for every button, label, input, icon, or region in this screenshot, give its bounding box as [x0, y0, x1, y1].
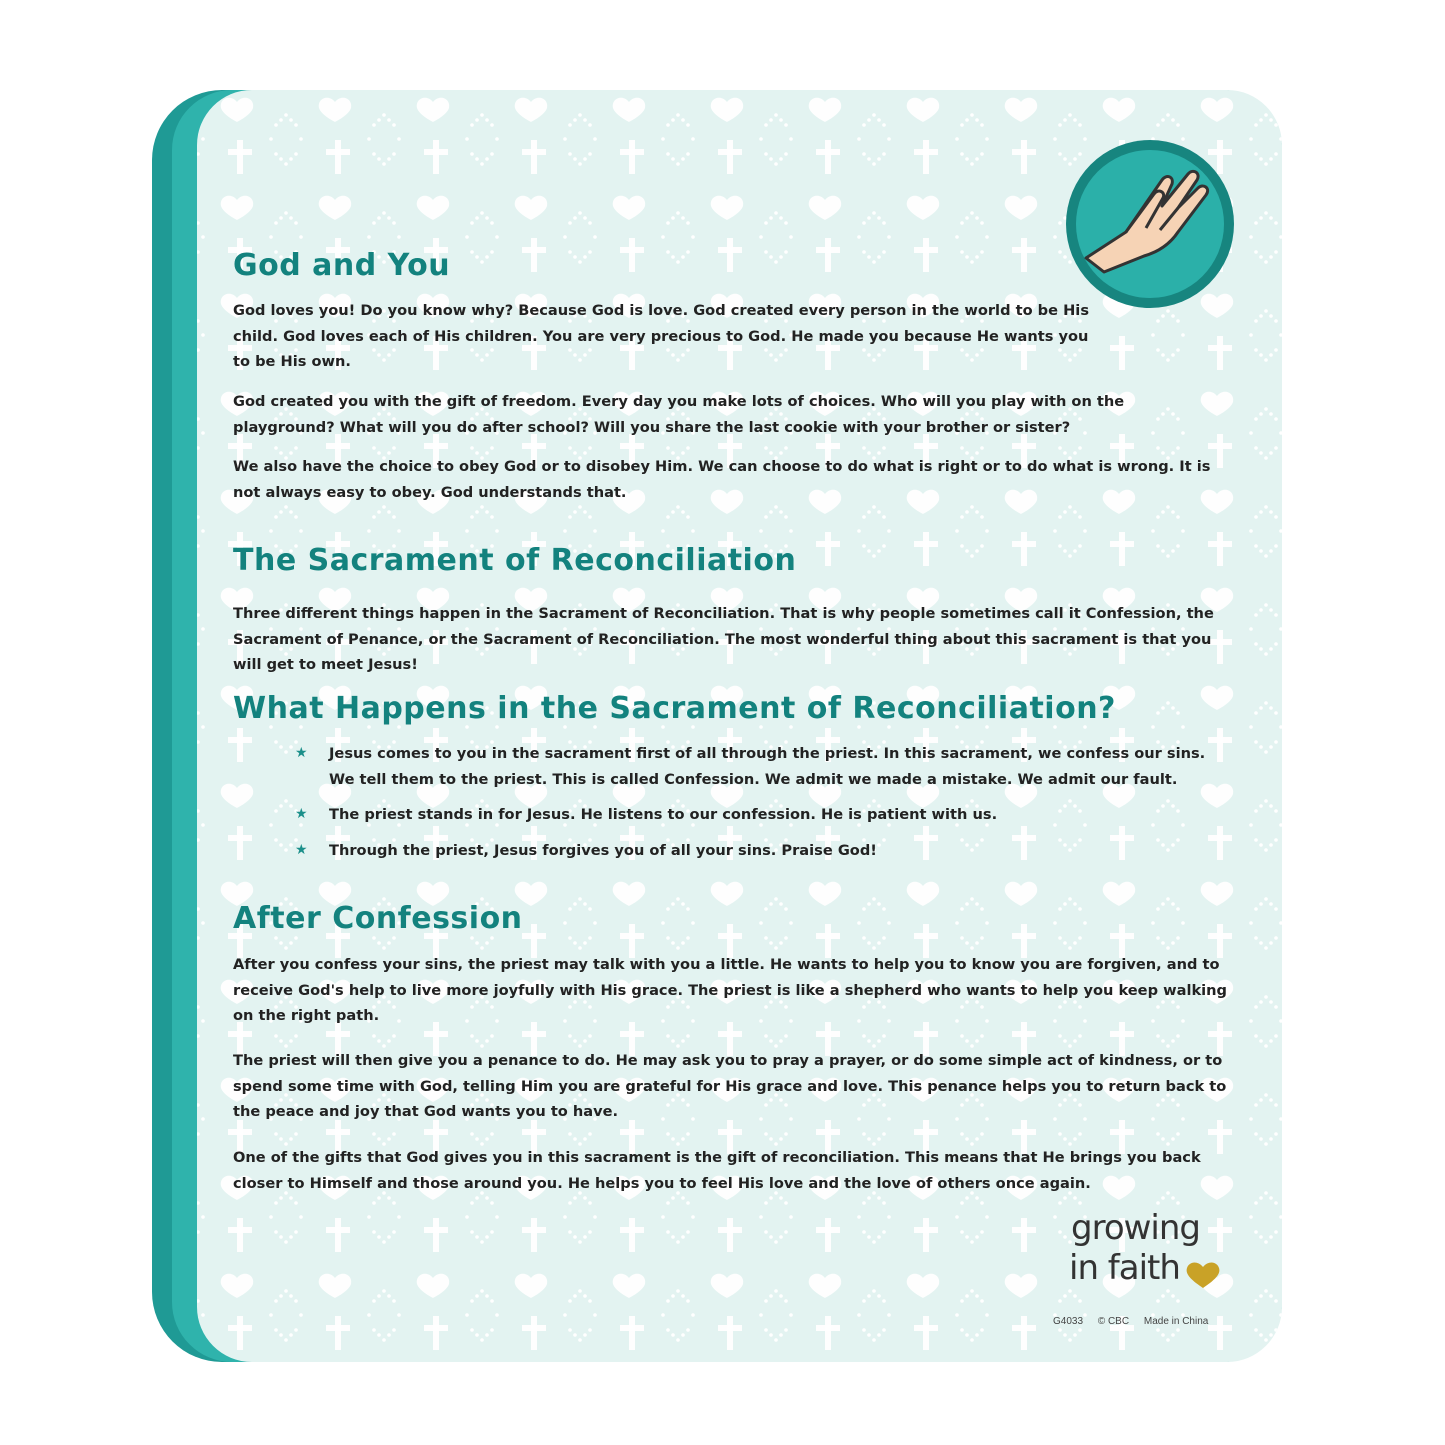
bullet-list	[295, 741, 1225, 873]
paragraph: God loves you! Do you know why? Because God is love. God created every person in the world to be His child. God loves each of His children. You are very precious to God. He made you because He wants you to be His own.	[233, 302, 1090, 370]
star-icon: ★	[295, 806, 308, 822]
growing-in-faith-logo	[1067, 1208, 1227, 1292]
list-item	[295, 802, 1225, 828]
heart-icon	[1185, 1260, 1221, 1290]
paragraph: Three different things happen in the Sacrament of Reconciliation. That is why people sometimes call it Confession, the Sacrament of Penance, or the Sacrament of Reconciliation. The most wonderful thing about this sacrament is that you will get to meet Jesus!	[233, 605, 1214, 673]
paragraph: God created you with the gift of freedom. Every day you make lots of choices. Who will you play with on the playground? What will you do after school? Will you share the last cookie with your brother or sister?	[233, 393, 1125, 436]
heading-after-confession: After Confession	[233, 901, 523, 936]
product-code: G4033	[1053, 1316, 1084, 1327]
list-item	[295, 741, 1225, 792]
paragraph: We also have the choice to obey God or to disobey Him. We can choose to do what is right or to do what is wrong. It is not always easy to obey. God understands that.	[233, 458, 1211, 501]
origin: Made in China	[1143, 1316, 1209, 1327]
paragraph: After you confess your sins, the priest may talk with you a little. He wants to help you to know you are forgiven, and to receive God's help to live more joyfully with His grace. The priest is like a shepherd who wants to help you keep walking on the right path.	[233, 956, 1227, 1024]
copyright: © CBC	[1097, 1316, 1130, 1327]
heading-god-and-you: God and You	[233, 248, 451, 283]
card	[197, 90, 1282, 1362]
list-item	[295, 838, 1225, 864]
footer	[1053, 1316, 1220, 1327]
logo-line-1: growing	[1071, 1208, 1200, 1248]
list-item-text: Through the priest, Jesus forgives you of all your sins. Praise God!	[329, 841, 877, 859]
praying-hands-icon	[1066, 140, 1234, 308]
star-icon: ★	[295, 745, 308, 761]
heading-sacrament: The Sacrament of Reconciliation	[233, 543, 797, 578]
list-item-text: The priest stands in for Jesus. He listens to our confession. He is patient with us.	[329, 806, 998, 823]
logo-line-2: in faith	[1069, 1248, 1180, 1288]
list-item-text: Jesus comes to you in the sacrament first of all through the priest. In this sacrament, we confess our sins. We tell them to the priest. This is called Confession. We admit we made a mistake. We admit our fault.	[329, 745, 1206, 788]
paragraph: One of the gifts that God gives you in this sacrament is the gift of reconciliation. This means that He brings you back closer to Himself and those around you. He helps you to feel His love and the love of others once again.	[233, 1149, 1201, 1192]
heading-what-happens: What Happens in the Sacrament of Reconciliation?	[233, 691, 1116, 726]
paragraph: The priest will then give you a penance to do. He may ask you to pray a prayer, or do some simple act of kindness, or to spend some time with God, telling Him you are grateful for His grace and love. This penance helps you to return back to the peace and joy that God wants you to have.	[233, 1052, 1227, 1120]
star-icon: ★	[295, 841, 308, 858]
